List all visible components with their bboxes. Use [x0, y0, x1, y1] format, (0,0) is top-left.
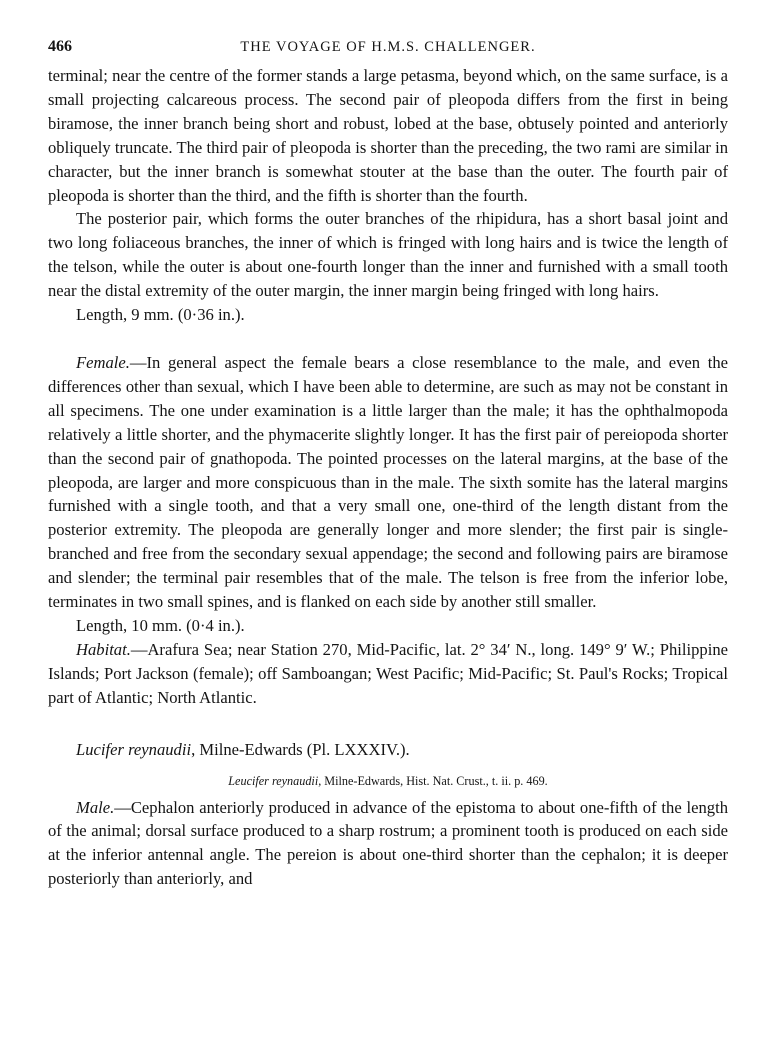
page [48, 38, 728, 891]
paragraph-posterior-pair: The posterior pair, which forms the outer branches of the rhipidura, has a short basal joint and two long foliaceous branches, the inner of which is fringed with long hairs and is twice the length of the telson, while the outer is about one-fourth longer than the inner and furnished with a small tooth near the distal extremity of the outer margin, the inner margin being fringed with long hairs. [48, 209, 728, 301]
synonym-reference [48, 772, 728, 790]
page-number: 466 [48, 38, 72, 55]
length-male: Length, 9 mm. (0·36 in.). [76, 305, 245, 325]
species-name: Lucifer reynaudii [76, 739, 192, 759]
synonym-citation: , Milne-Edwards, Hist. Nat. Crust., t. ii. p. 469. [318, 773, 548, 788]
male-label: Male. [76, 797, 115, 817]
female-label: Female. [76, 352, 130, 372]
length-female: Length, 10 mm. (0·4 in.). [76, 615, 245, 635]
habitat-text: —Arafura Sea; near Station 270, Mid-Pacific, lat. 2° 34′ N., long. 149° 9′ W.; Philippine Islands; Port Jackson (female); off Samboangan; West Pacific; Mid-Pacific; St. Paul's Rocks; Tropical part of Atlantic; North Atlantic. [48, 639, 728, 707]
paragraph-female [48, 351, 728, 614]
habitat-label: Habitat. [76, 639, 131, 659]
paragraph-pleopoda: terminal; near the centre of the former stands a large petasma, beyond which, on the same surface, is a small projecting calcareous process. The second pair of pleopoda differs from the first in being biramose, the inner branch being short and robust, lobed at the base, obtusely pointed and anteriorly obliquely truncate. The third pair of pleopoda is shorter than the preceding, the two rami are similar in character, but the inner branch is somewhat stouter at the base than the outer. The fourth pair of pleopoda is shorter than the third, and the fifth is shorter than the fourth. [48, 66, 728, 205]
synonym-name: Leucifer reynaudii [228, 773, 319, 788]
paragraph-habitat [48, 638, 728, 710]
female-text: —In general aspect the female bears a close resemblance to the male, and even the differences other than sexual, which I have been able to determine, are such as may not be constant in all specimens. The one under examination is a little larger than the male; it has the ophthalmopoda relatively a little shorter, and the phymacerite slightly longer. It has the first pair of pereiopoda shorter than the second pair of gnathopoda. The pointed processes on the lateral margins, at the base of the pleopoda, are larger and more conspicuous than in the male. The sixth somite has the lateral margins furnished with a single tooth, and that a very small one, one-third of the length distant from the posterior extremity. The pleopoda are generally longer and more slender; the first pair is single-branched and free from the secondary sexual appendage; the second and following pairs are biramose and slender; the terminal pair resembles that of the male. The telson is free from the inferior lobe, terminates in two small spines, and is flanked on each side by another still smaller. [48, 352, 728, 612]
paragraph-male [48, 796, 728, 892]
species-heading [76, 738, 728, 762]
running-title: THE VOYAGE OF H.M.S. CHALLENGER. [240, 39, 536, 55]
running-head [48, 38, 728, 64]
species-authority: , Milne-Edwards (Pl. LXXXIV.). [191, 739, 410, 759]
male-text: —Cephalon anteriorly produced in advance of the epistoma to about one-fifth of the length of the animal; dorsal surface produced to a sharp rostrum; a prominent tooth is produced on each side at the inferior antennal angle. The pereion is about one-third shorter than the cephalon; it is deeper posteriorly than anteriorly, and [48, 797, 728, 889]
